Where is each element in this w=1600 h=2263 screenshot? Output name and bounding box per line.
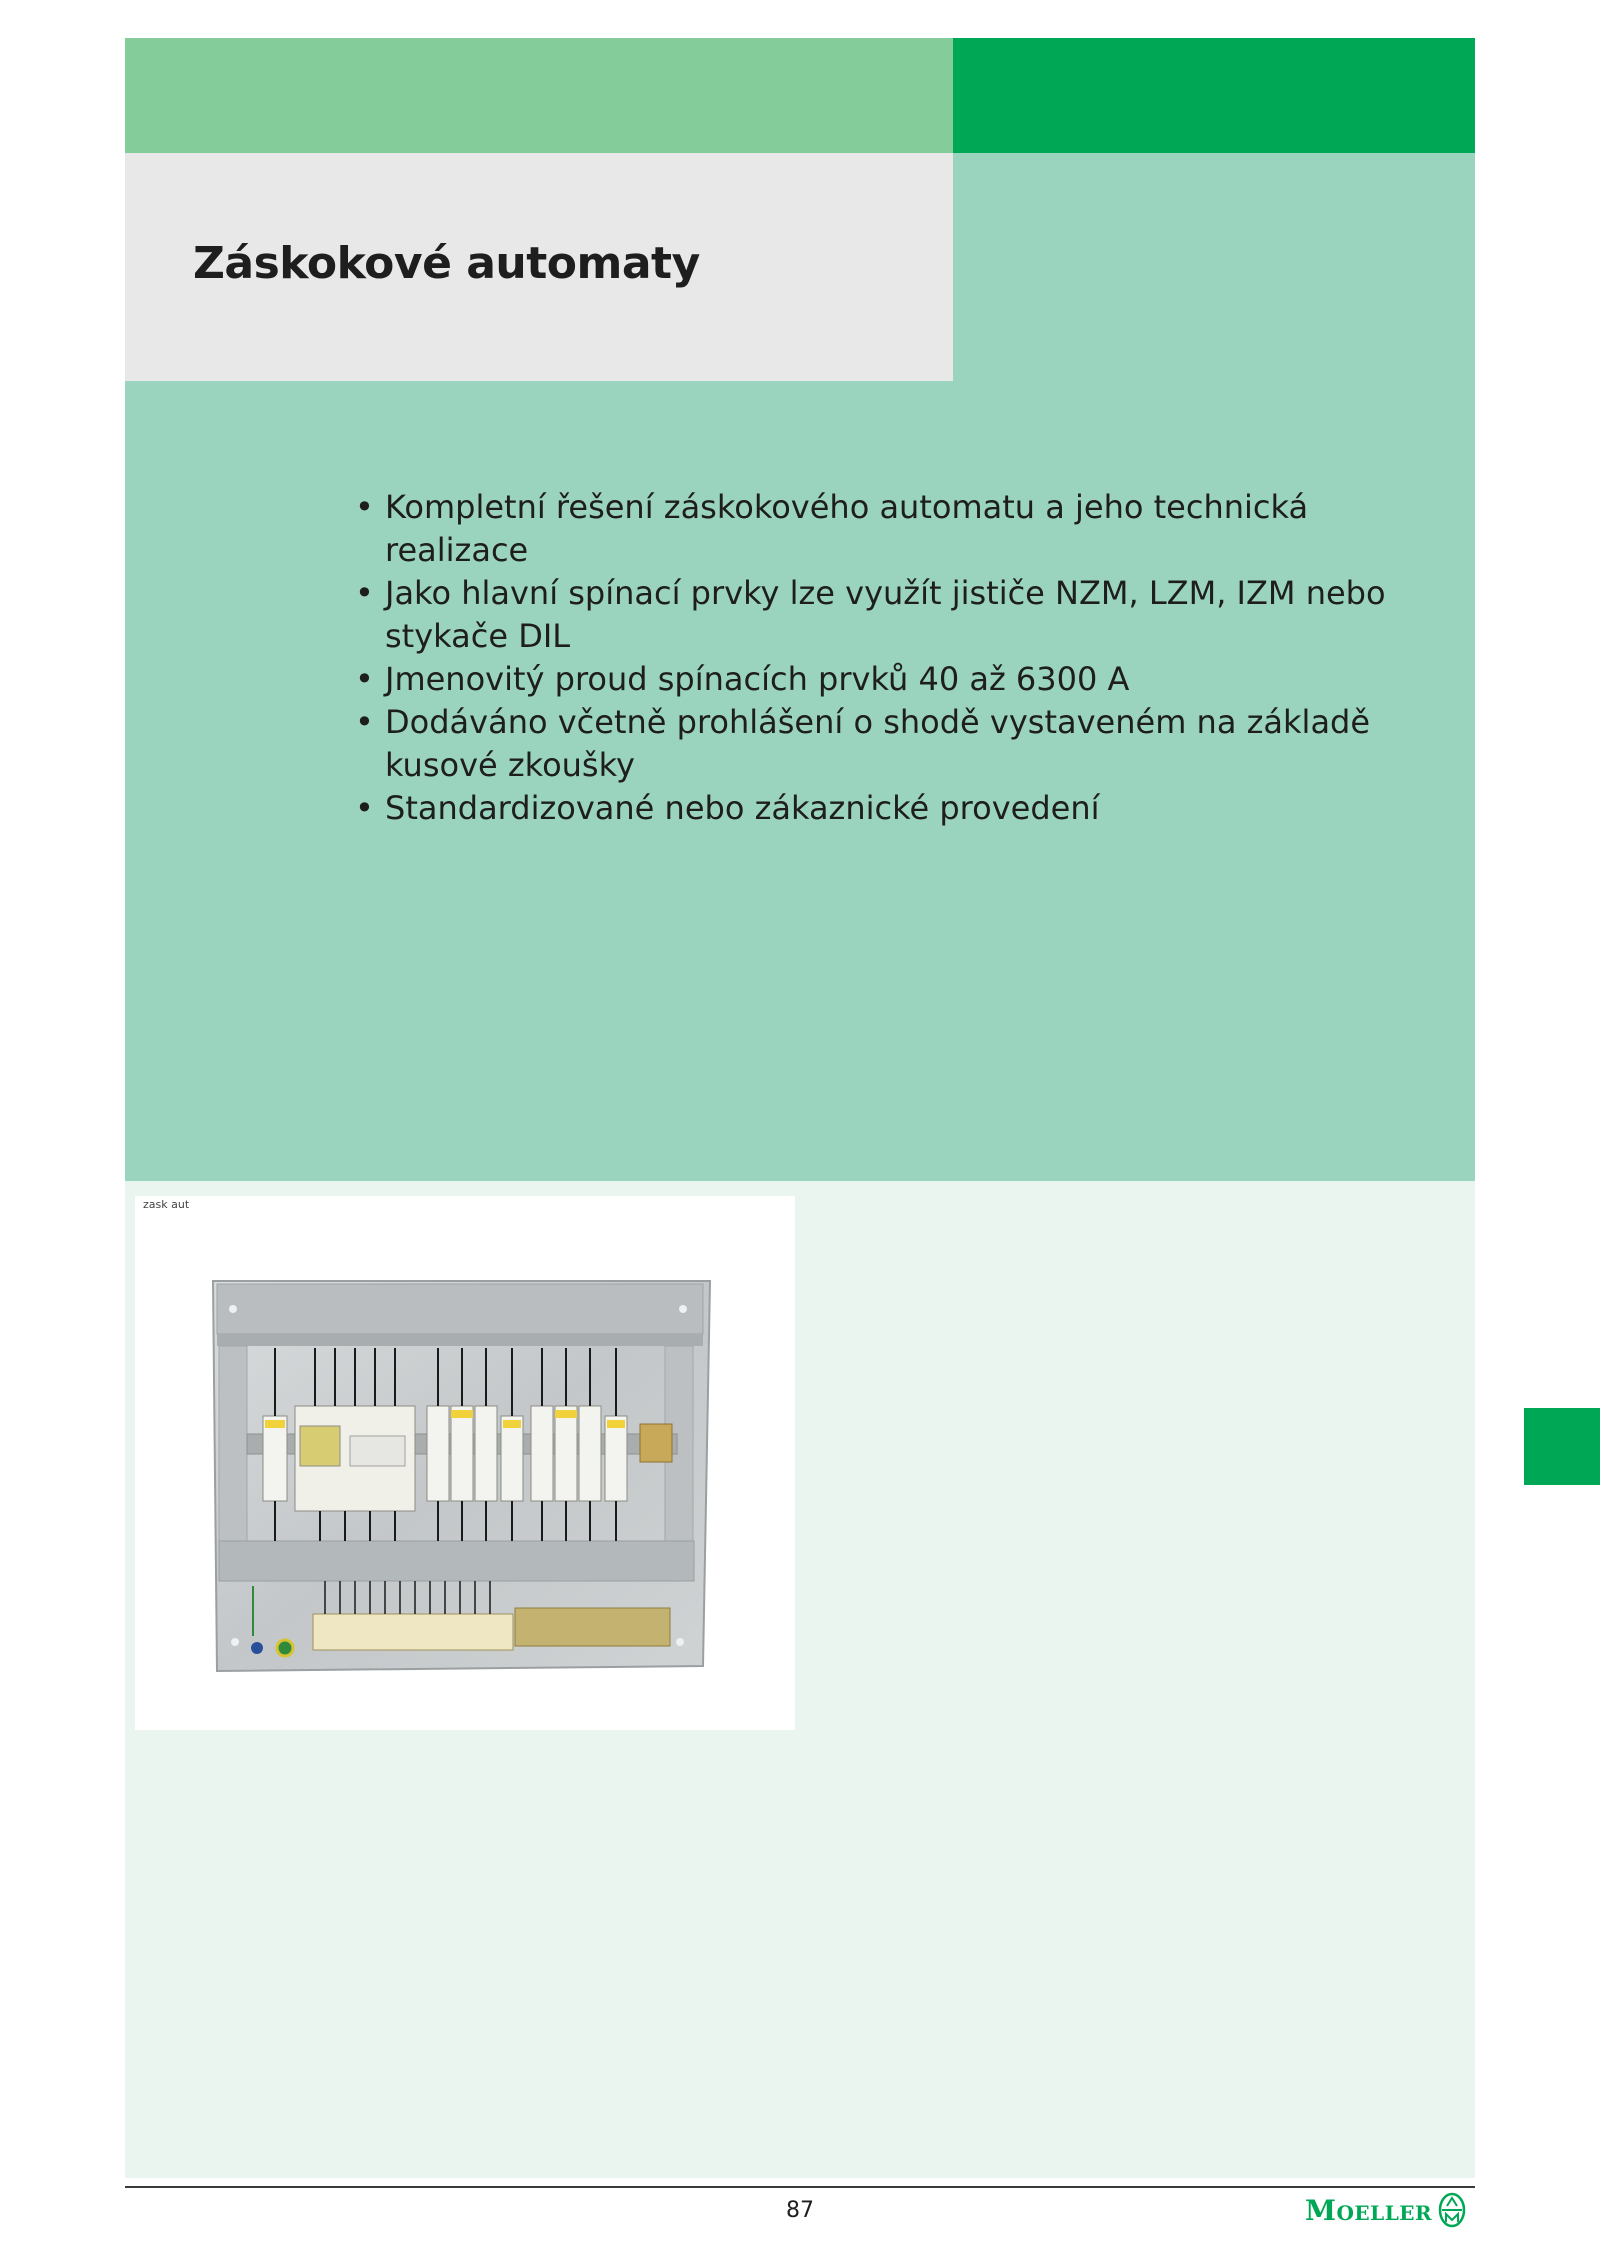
header-band-light [125,38,953,153]
feature-panel [125,381,1475,1181]
moeller-emblem-icon [1438,2192,1466,2228]
photo-caption: zask aut [143,1198,190,1211]
switchgear-panel-illustration [135,1196,795,1730]
page-number: 87 [786,2198,814,2223]
feature-item: • Jako hlavní spínací prvky lze využít jističe NZM, LZM, IZM nebo stykače DIL [355,574,1386,655]
bullet-icon: • [355,488,374,526]
feature-list [355,486,1455,830]
bullet-icon: • [355,703,374,741]
title-box [125,153,953,381]
page-title: Záskokové automaty [193,238,700,289]
brand-logo [1305,2192,1466,2228]
section-tab [1524,1408,1600,1485]
feature-item: • Jmenovitý proud spínacích prvků 40 až 6300 A [355,658,1455,701]
image-area [125,1181,1475,2178]
feature-item: • Kompletní řešení záskokového automatu a jeho technická realizace [355,488,1309,569]
feature-item: • Dodáváno včetně prohlášení o shodě vystaveném na základě kusové zkoušky [355,703,1371,784]
product-photo [135,1196,795,1730]
header-teal-block [953,153,1475,381]
brand-name: Moeller [1305,2193,1433,2227]
bullet-icon: • [355,574,374,612]
bullet-icon: • [355,660,374,698]
header-band-dark [953,38,1475,153]
feature-item: • Standardizované nebo zákaznické provedení [355,787,1455,830]
bullet-icon: • [355,789,374,827]
footer-divider [125,2186,1475,2188]
